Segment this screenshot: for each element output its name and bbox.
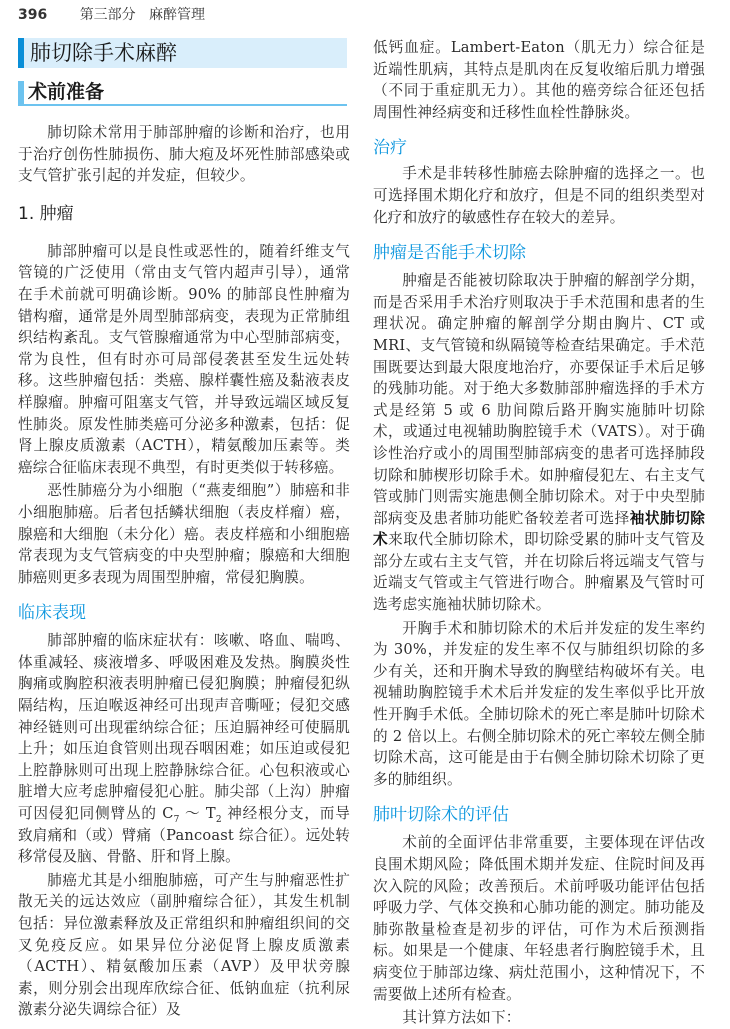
clinical-heading: 临床表现: [18, 603, 86, 624]
part-label: 第三部分: [79, 7, 136, 23]
clinical-paragraph-1: [18, 630, 350, 868]
subscript: 2: [215, 814, 222, 825]
evaluation-paragraph-2: 其计算方法如下：: [402, 1009, 521, 1027]
resectability-paragraph-1: [373, 270, 705, 616]
chapter-title: 肺切除手术麻醉: [30, 41, 177, 65]
chapter-title-bar: [18, 38, 347, 68]
treatment-heading: 治疗: [373, 138, 407, 159]
intro-paragraph: 肺切除术常用于肺部肿瘤的诊断和治疗，也用于治疗创伤性肺损伤、肺大疱及坏死性肺部感染或支气管扩张引起的并发症，但较少。: [18, 124, 350, 185]
resectability-paragraph-2: 开胸手术和肺切除术的术后并发症的发生率约为 30%，并发症的发生率不仅与肺组织切除的多少有关，还和开胸术导致的胸壁结构破坏有关。电视辅助胸腔镜手术术后并发症的发生率似乎比开放性开胸手术低。全肺切除术的死亡率是肺叶切除术的 2 倍以上。右侧全肺切除术的死亡率较左侧全肺切除术高，这可能是由于右侧全肺切除术切除了更多的肺组织。: [373, 619, 705, 788]
tumor-heading: 1. 肿瘤: [18, 203, 74, 224]
running-header: [18, 4, 205, 24]
text: 肺部肿瘤的临床症状有：咳嗽、咯血、喘鸣、体重减轻、痰液增多、呼吸困难及发热。胸膜炎性胸痛或胸腔积液表明肿瘤已侵犯胸膜；肿瘤侵犯纵隔结构，压迫喉返神经可出现声音嘶哑；侵犯交感神经链则可出现霍纳综合征；压迫膈神经可使膈肌上升；如压迫食管则出现吞咽困难；如压迫或侵犯上腔静脉则可出现上腔静脉综合征。心包积液或心脏增大应考虑肿瘤侵犯心脏。肺尖部（上沟）肿瘤可因侵犯同侧臂丛的 C: [18, 632, 350, 823]
tumor-paragraph-1: 肺部肿瘤可以是良性或恶性的，随着纤维支气管镜的广泛使用（常由支气管内超声引导），通常在手术前就可明确诊断。90% 的肺部良性肿瘤为错构瘤，通常是外周型肺部病变，表现为正常肺组织结构紊乱。支气管腺瘤通常为中心型肺部病变，常为良性，但有时亦可局部侵袭甚至发生远处转移。这些肿瘤包括：类癌、腺样囊性癌及黏液表皮样腺瘤。肿瘤可阻塞支气管，并导致远端区域反复性肺炎。原发性肺类癌可分泌多种激素，包括：促肾上腺皮质激素（ACTH），精氨酸加压素等。类癌综合征临床表现不典型，有时更类似于转移癌。: [18, 242, 350, 476]
bold-term: 袖状肺切除术: [373, 509, 705, 549]
text: 神经根分支，而导致肩痛和（或）臂痛（Pancoast 综合征）。远处转移常侵及脑、骨骼、肝和肾上腺。: [18, 805, 350, 866]
page-number: 396: [18, 7, 48, 23]
text: 肿瘤是否能被切除取决于肿瘤的解剖学分期，而是否采用手术治疗则取决于手术范围和患者的生理状况。确定肿瘤的解剖学分期由胸片、CT 或 MRI、支气管镜和纵隔镜等检查结果确定。手术范围既要达到最大限度地治疗，亦要保证手术后足够的残肺功能。对于绝大多数肺部肿瘤选择的手术方式是经第 5 或 6 肋间隙后路开胸实施肺叶切除术，或通过电视辅助胸腔镜手术（VATS）。对于确诊性治疗或小的周围型肺部病变的患者可选择肺段切除和肺楔形切除手术。如肿瘤侵犯左、右主支气管或肺门则需实施患侧全肺切除术。对于中央型肺部病变及患者肺功能贮备较差者可选择: [373, 272, 705, 527]
left-column: [18, 38, 350, 1021]
resectability-heading: 肿瘤是否能手术切除: [373, 243, 526, 264]
section-title-bar: [18, 81, 347, 106]
subscript: 7: [173, 814, 180, 825]
evaluation-heading: 肺叶切除术的评估: [373, 805, 509, 826]
evaluation-paragraph-1: 术前的全面评估非常重要，主要体现在评估改良围术期风险；降低围术期并发症、住院时间及再次入院的风险；改善预后。术前呼吸功能评估包括呼吸力学、气体交换和心肺功能的测定。肺功能及肺弥散量检查是初步的评估，可作为术后预测指标。如果是一个健康、年轻患者行胸腔镜手术，且病变位于肺部边缘、病灶范围小，这种情况下，不需要做上述所有检查。: [373, 834, 705, 1003]
treatment-paragraph: 手术是非转移性肺癌去除肿瘤的选择之一。也可选择围术期化疗和放疗，但是不同的组织类型对化疗和放疗的敏感性存在较大的差异。: [373, 165, 705, 226]
text: ～ T: [179, 805, 216, 823]
right-column: [373, 37, 705, 1029]
section-title: 术前准备: [28, 81, 105, 103]
clinical-paragraph-2: 肺癌尤其是小细胞肺癌，可产生与肿瘤恶性扩散无关的远达效应（副肿瘤综合征），其发生机制包括：异位激素释放及正常组织和肿瘤组织间的交叉免疫反应。如果异位分泌促肾上腺皮质激素（ACTH）、精氨酸加压素（AVP）及甲状旁腺素，则分别会出现库欣综合征、低钠血症（抗利尿激素分泌失调综合征）及: [18, 871, 350, 1019]
tumor-paragraph-2: 恶性肺癌分为小细胞（“燕麦细胞”）肺癌和非小细胞肺癌。后者包括鳞状细胞（表皮样瘤）癌，腺癌和大细胞（未分化）癌。表皮样癌和小细胞癌常表现为支气管病变的中央型肿瘤；腺癌和大细胞肺癌则更多表现为周围型肿瘤，常侵犯胸膜。: [18, 482, 350, 586]
chapter-label: 麻醉管理: [149, 7, 206, 23]
text: 来取代全肺切除术，即切除受累的肺叶支气管及部分左或右主支气管，并在切除后将远端支气管与近端支气管或主气管进行吻合。肿瘤累及气管时可选考虑实施袖状肺切除术。: [373, 531, 706, 614]
continued-paragraph: 低钙血症。Lambert-Eaton（肌无力）综合征是近端性肌病，其特点是肌肉在反复收缩后肌力增强（不同于重症肌无力）。其他的癌旁综合征还包括周围性神经病变和迁移性血栓性静脉炎。: [373, 39, 705, 121]
